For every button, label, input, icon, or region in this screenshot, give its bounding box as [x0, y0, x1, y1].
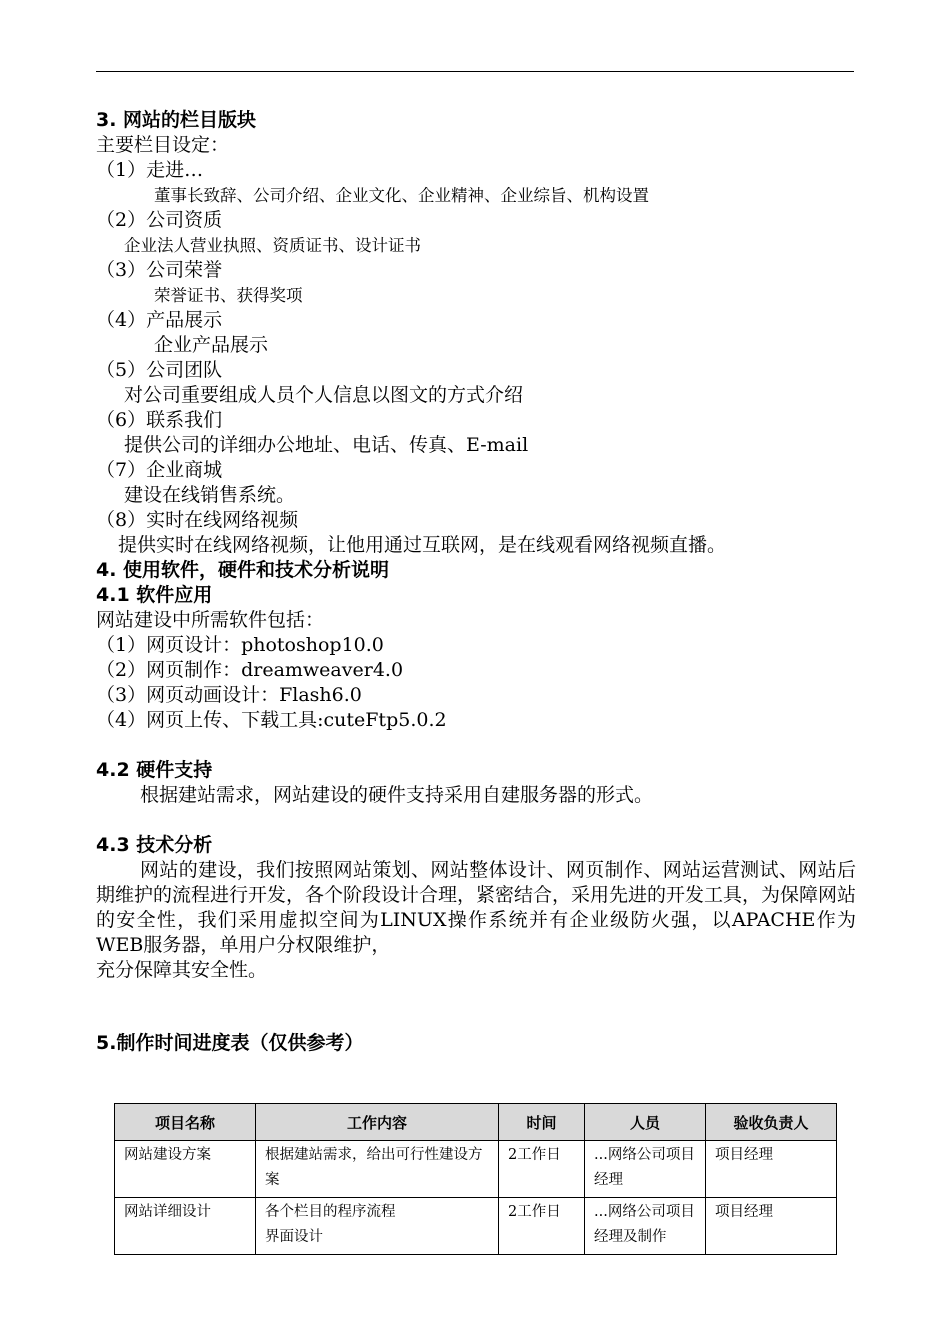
table-cell: 根据建站需求，给出可行性建设方案	[256, 1141, 499, 1198]
item-label: （6）联系我们	[96, 409, 223, 431]
section-4-2-text: 根据建站需求，网站建设的硬件支持采用自建服务器的形式。	[140, 784, 654, 806]
table-cell: 项目经理	[706, 1198, 837, 1255]
table-header-cell: 时间	[499, 1104, 585, 1141]
item-desc: 提供实时在线网络视频，让他用通过互联网，是在线观看网络视频直播。	[118, 534, 727, 556]
table-cell: ...网络公司项目经理	[585, 1141, 706, 1198]
section-3-heading: 3. 网站的栏目版块	[96, 109, 257, 131]
section-4-3-tail: 充分保障其安全性。	[96, 959, 268, 981]
item-desc: 董事长致辞、公司介绍、企业文化、企业精神、企业综旨、机构设置	[154, 186, 649, 205]
document-body	[96, 108, 856, 1056]
table-cell: 项目经理	[706, 1141, 837, 1198]
section-4-3-text: 网站的建设，我们按照网站策划、网站整体设计、网页制作、网站运营测试、网站后期维护的流程进行开发，各个阶段设计合理，紧密结合，采用先进的开发工具，为保障网站的安全性，我们采用虚拟空间为LINUX操作系统并有企业级防火强，以APACHE作为WEB服务器，单用户分权限维护，	[96, 859, 857, 956]
schedule-table	[114, 1103, 837, 1255]
section-4-3-heading: 4.3 技术分析	[96, 834, 213, 856]
section-3-intro: 主要栏目设定：	[96, 134, 230, 156]
table-cell: 2工作日	[499, 1141, 585, 1198]
software-item: （3）网页动画设计：Flash6.0	[96, 684, 362, 706]
item-desc: 荣誉证书、获得奖项	[154, 286, 303, 305]
table-cell: 2工作日	[499, 1198, 585, 1255]
item-label: （3）公司荣誉	[96, 259, 223, 281]
section-5-heading: 5.制作时间进度表（仅供参考）	[96, 1032, 364, 1054]
software-item: （4）网页上传、下载工具:cuteFtp5.0.2	[96, 709, 447, 731]
item-desc: 提供公司的详细办公地址、电话、传真、E-mail	[124, 434, 529, 456]
table-cell: 各个栏目的程序流程 界面设计	[256, 1198, 499, 1255]
section-4-1-heading: 4.1 软件应用	[96, 584, 213, 606]
table-cell: ...网络公司项目经理及制作	[585, 1198, 706, 1255]
table-row	[115, 1141, 837, 1198]
section-4-2-heading: 4.2 硬件支持	[96, 759, 213, 781]
item-label: （1）走进…	[96, 159, 204, 181]
item-label: （7）企业商城	[96, 459, 223, 481]
section-4-1-intro: 网站建设中所需软件包括：	[96, 609, 325, 631]
software-item: （2）网页制作：dreamweaver4.0	[96, 659, 404, 681]
table-header-cell: 人员	[585, 1104, 706, 1141]
software-item: （1）网页设计：photoshop10.0	[96, 634, 384, 656]
table-header-row	[115, 1104, 837, 1141]
section-4-heading: 4. 使用软件，硬件和技术分析说明	[96, 559, 390, 581]
item-desc: 企业法人营业执照、资质证书、设计证书	[124, 236, 421, 255]
item-label: （2）公司资质	[96, 209, 223, 231]
header-rule	[96, 71, 854, 72]
item-label: （4）产品展示	[96, 309, 223, 331]
item-desc: 企业产品展示	[154, 334, 269, 356]
table-header-cell: 验收负责人	[706, 1104, 837, 1141]
table-cell: 网站建设方案	[115, 1141, 256, 1198]
item-label: （8）实时在线网络视频	[96, 509, 299, 531]
table-header-cell: 项目名称	[115, 1104, 256, 1141]
table-row	[115, 1198, 837, 1255]
table-header-cell: 工作内容	[256, 1104, 499, 1141]
item-desc: 对公司重要组成人员个人信息以图文的方式介绍	[124, 384, 524, 406]
table-cell: 网站详细设计	[115, 1198, 256, 1255]
item-label: （5）公司团队	[96, 359, 223, 381]
item-desc: 建设在线销售系统。	[124, 484, 296, 506]
